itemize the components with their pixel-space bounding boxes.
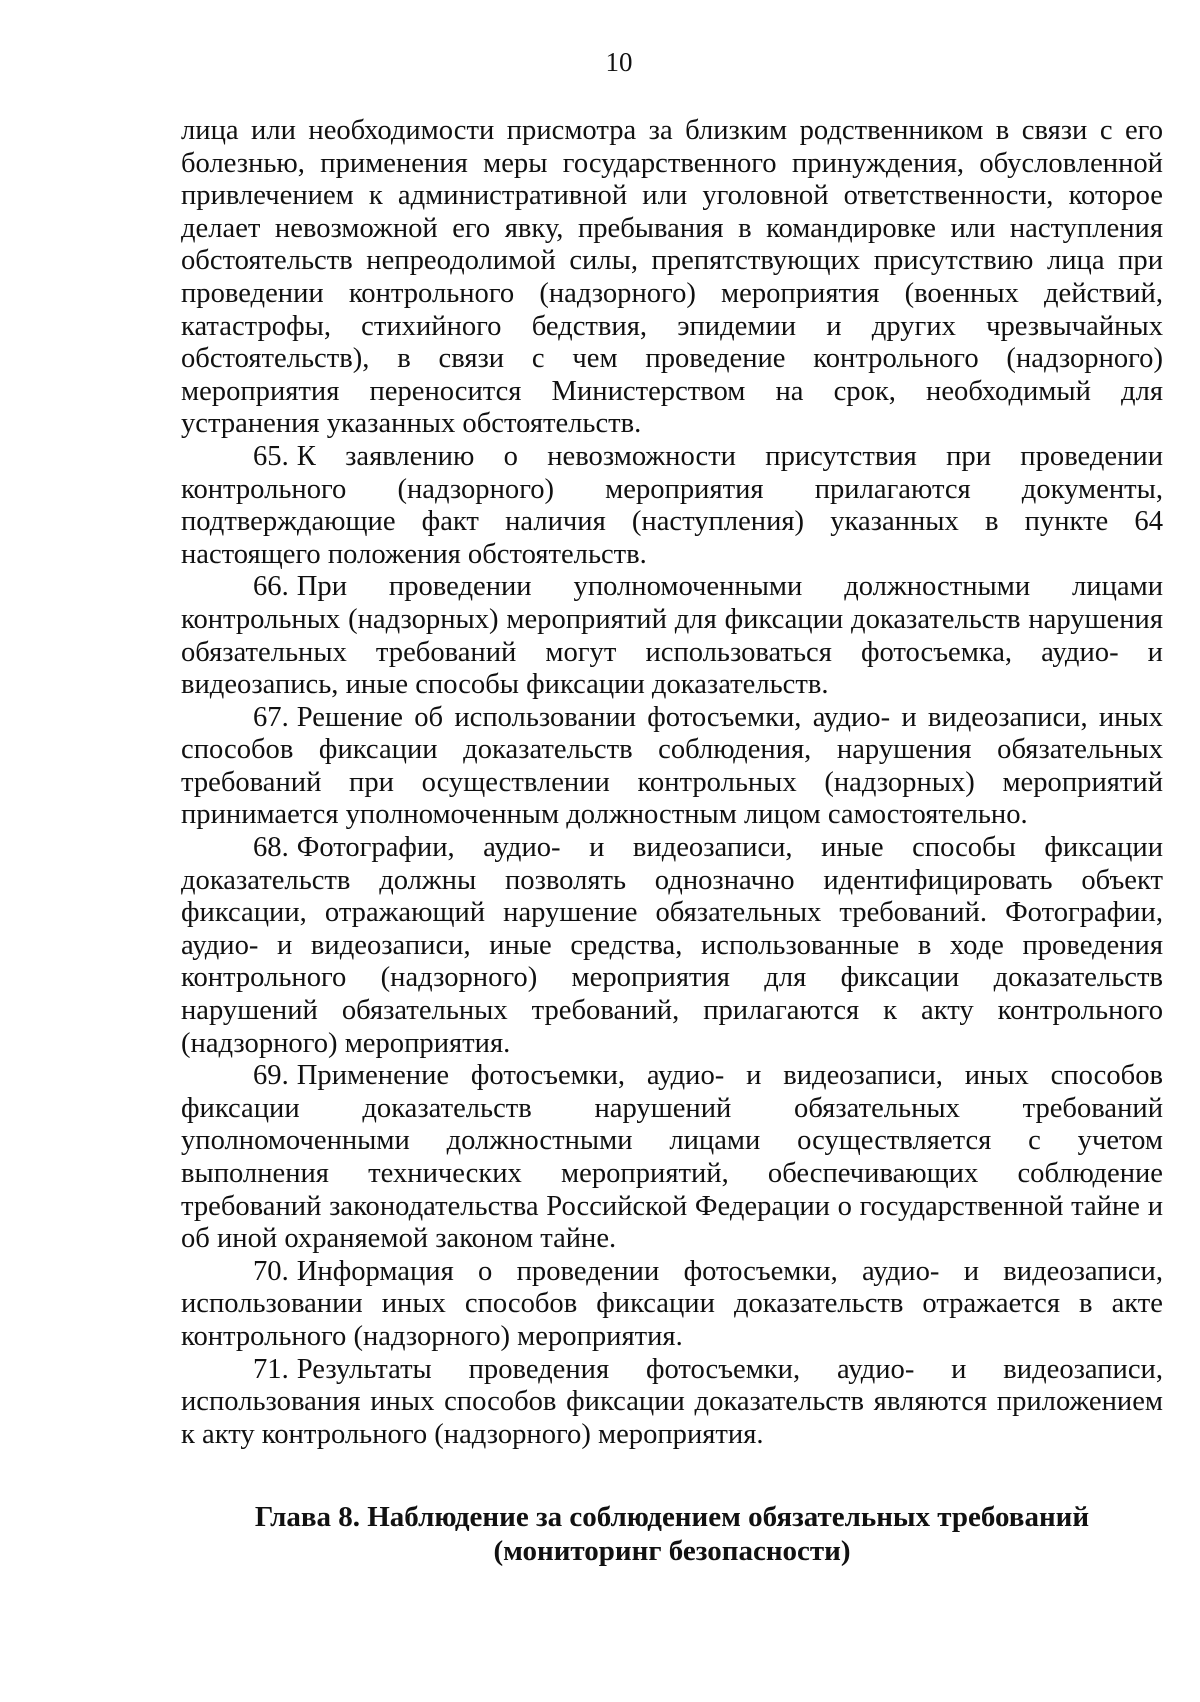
chapter-subtitle: (мониторинг безопасности) — [493, 1535, 851, 1567]
paragraph-text: При проведении уполномоченными должностными лицами контрольных (надзорных) мероприятий для фиксации доказательств нарушения обязательных требований могут использоваться фотосъемка, аудио- и видеозапись, иные способы фиксации доказательств. — [181, 571, 1163, 701]
paragraph-68 — [181, 832, 1163, 1060]
chapter-heading — [181, 1500, 1163, 1568]
chapter-title: Глава 8. Наблюдение за соблюдением обязательных требований — [254, 1501, 1090, 1533]
paragraph-67 — [181, 702, 1163, 832]
paragraph-number: 71. — [253, 1353, 289, 1385]
paragraph-text: Применение фотосъемки, аудио- и видеозаписи, иных способов фиксации доказательств нарушений обязательных требований уполномоченными должностными лицами осуществляется с учетом выполнения технических мероприятий, обеспечивающих соблюдение требований законодательства Российской Федерации о государственной тайне и об иной охраняемой законом тайне. — [181, 1060, 1163, 1255]
paragraph-text: Результаты проведения фотосъемки, аудио- и видеозаписи, использования иных способов фиксации доказательств являются приложением к акту контрольного (надзорного) мероприятия. — [181, 1353, 1163, 1450]
paragraph-number: 66. — [253, 571, 289, 603]
paragraph-70 — [181, 1256, 1163, 1354]
paragraph-continuation — [181, 115, 1163, 441]
paragraph-number: 65. — [253, 440, 289, 472]
paragraph-number: 67. — [253, 701, 289, 733]
paragraph-text: лица или необходимости присмотра за близким родственником в связи с его болезнью, применения меры государственного принуждения, обусловленной привлечением к административной или уголовной ответственности, которое делает невозможной его явку, пребывания в командировке или наступления обстоятельств непреодолимой силы, препятствующих присутствию лица при проведении контрольного (надзорного) мероприятия (военных действий, катастрофы, стихийного бедствия, эпидемии и других чрезвычайных обстоятельств), в связи с чем проведение контрольного (надзорного) мероприятия переносится Министерством на срок, необходимый для устранения указанных обстоятельств. — [181, 115, 1163, 440]
paragraph-text: Фотографии, аудио- и видеозаписи, иные способы фиксации доказательств должны позволять однозначно идентифицировать объект фиксации, отражающий нарушение обязательных требований. Фотографии, аудио- и видеозаписи, иные средства, использованные в ходе проведения контрольного (надзорного) мероприятия для фиксации доказательств нарушений обязательных требований, прилагаются к акту контрольного (надзорного) мероприятия. — [181, 832, 1163, 1059]
paragraph-number: 70. — [253, 1255, 289, 1287]
paragraph-text: Информация о проведении фотосъемки, аудио- и видеозаписи, использовании иных способов фиксации доказательств отражается в акте контрольного (надзорного) мероприятия. — [181, 1255, 1163, 1352]
paragraph-number: 69. — [253, 1060, 289, 1092]
paragraph-number: 68. — [253, 832, 289, 864]
paragraph-65 — [181, 441, 1163, 571]
page-number: 10 — [605, 47, 633, 77]
document-body — [181, 115, 1163, 1451]
paragraph-text: К заявлению о невозможности присутствия при проведении контрольного (надзорного) мероприятия прилагаются документы, подтверждающие факт наличия (наступления) указанных в пункте 64 настоящего положения обстоятельств. — [181, 440, 1163, 570]
paragraph-71 — [181, 1354, 1163, 1452]
paragraph-text: Решение об использовании фотосъемки, аудио- и видеозаписи, иных способов фиксации доказательств соблюдения, нарушения обязательных требований при осуществлении контрольных (надзорных) мероприятий принимается уполномоченным должностным лицом самостоятельно. — [181, 701, 1163, 831]
paragraph-69 — [181, 1060, 1163, 1256]
paragraph-66 — [181, 571, 1163, 701]
